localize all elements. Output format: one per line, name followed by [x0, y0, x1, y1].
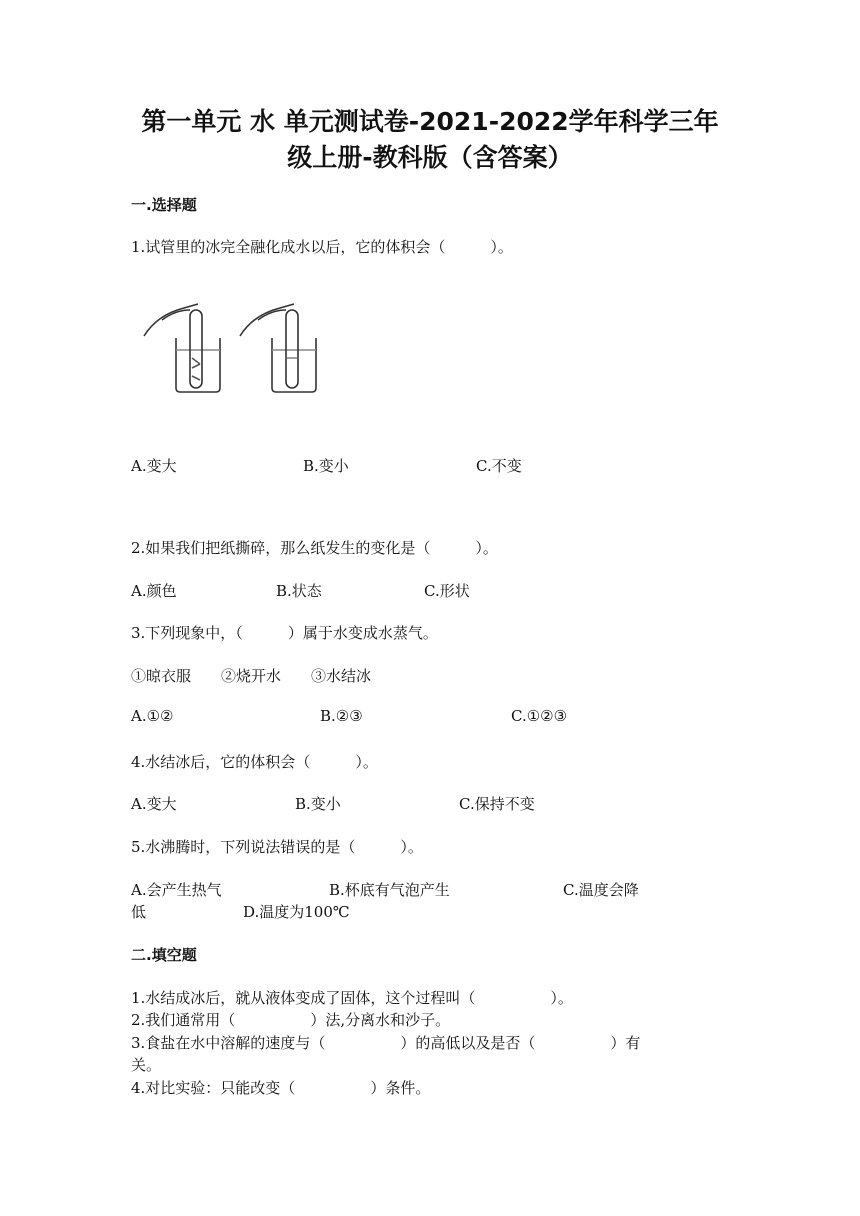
fill-question-4: 4.对比实验：只能改变（ ）条件。 — [131, 1079, 431, 1097]
q1-option-b: B.变小 — [303, 457, 349, 475]
section-2-heading: 二.填空题 — [131, 946, 197, 964]
q5-option-d: D.温度为100℃ — [243, 903, 350, 921]
beaker-right-icon — [272, 338, 316, 392]
q3-option-b: B.②③ — [320, 707, 363, 725]
fill-question-3-continued: 关。 — [131, 1056, 162, 1074]
section-1-heading: 一.选择题 — [131, 196, 197, 214]
q3-option-a: A.①② — [131, 707, 174, 725]
question-3: 3.下列现象中，（ ）属于水变成水蒸气。 — [131, 624, 438, 642]
fill-question-2: 2.我们通常用（ ）法,分离水和沙子。 — [131, 1011, 451, 1029]
q5-option-a: A.会产生热气 — [131, 881, 222, 899]
question-1: 1.试管里的冰完全融化成水以后，它的体积会（ ）。 — [131, 238, 513, 256]
q4-option-b: B.变小 — [295, 795, 341, 813]
q1-option-a: A.变大 — [131, 457, 177, 475]
question-5: 5.水沸腾时，下列说法错误的是（ ）。 — [131, 838, 423, 856]
question-4: 4.水结冰后，它的体积会（ ）。 — [131, 753, 378, 771]
q1-option-c: C.不变 — [476, 457, 522, 475]
q5-option-c: C.温度会降 — [563, 881, 639, 899]
q4-option-c: C.保持不变 — [459, 795, 535, 813]
q5-option-b: B.杯底有气泡产生 — [329, 881, 450, 899]
title-line-1: 第一单元 水 单元测试卷-2021-2022学年科学三年 — [141, 107, 719, 136]
q2-option-c: C.形状 — [424, 582, 470, 600]
fill-question-1: 1.水结成冰后，就从液体变成了固体，这个过程叫（ ）。 — [131, 989, 573, 1007]
q2-option-a: A.颜色 — [131, 582, 177, 600]
q5-option-c-continued: 低 — [131, 903, 147, 921]
q4-option-a: A.变大 — [131, 795, 177, 813]
q3-option-c: C.①②③ — [511, 707, 568, 725]
title-line-2: 级上册-教科版（含答案） — [287, 143, 573, 172]
q3-items: ①晾衣服 ②烧开水 ③水结冰 — [131, 667, 372, 685]
test-tube-left-icon — [190, 310, 202, 388]
test-tube-right-icon — [286, 310, 298, 388]
fill-question-3: 3.食盐在水中溶解的速度与（ ）的高低以及是否（ ）有 — [131, 1034, 641, 1052]
q2-option-b: B.状态 — [276, 582, 322, 600]
question-2: 2.如果我们把纸撕碎，那么纸发生的变化是（ ）。 — [131, 539, 498, 557]
test-tube-beaker-figure — [140, 298, 360, 398]
